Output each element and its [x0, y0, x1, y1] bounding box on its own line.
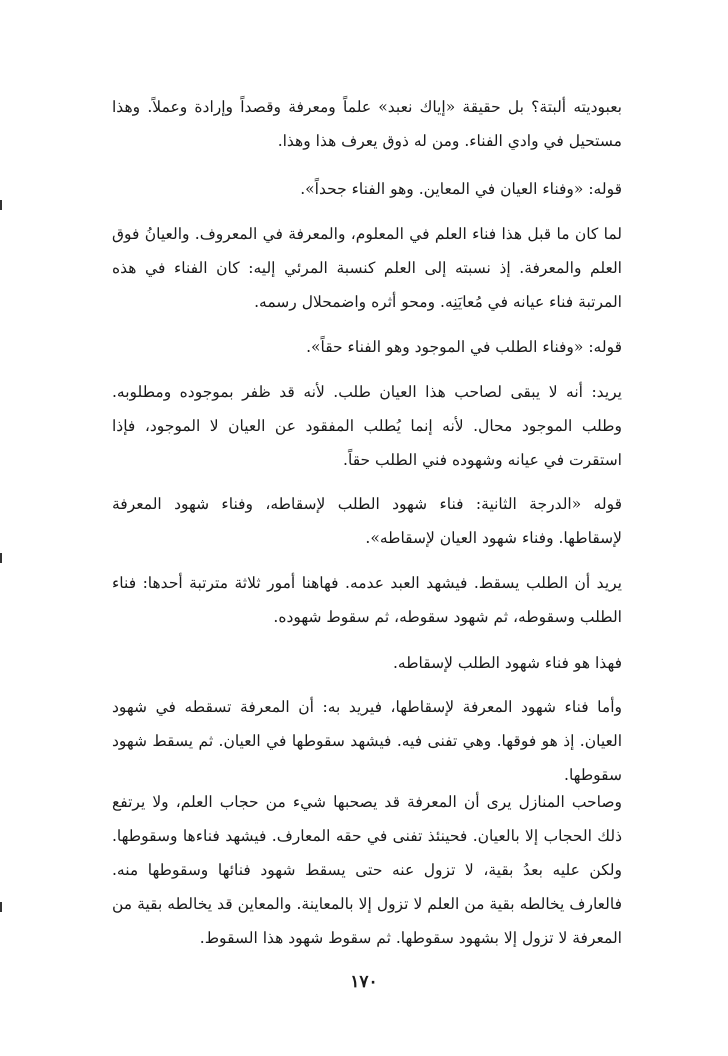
- paragraph-2: قوله: «وفناء العيان في المعاين. وهو الفناء جحداً».: [300, 180, 622, 198]
- paragraph-4: قوله: «وفناء الطلب في الموجود وهو الفناء حقاً».: [306, 338, 622, 356]
- paragraph-6: قوله «الدرجة الثانية: فناء شهود الطلب لإسقاطه، وفناء شهود المعرفة لإسقاطها. وفناء شهود العيان لإسقاطه».: [112, 495, 622, 547]
- paragraph-10: وصاحب المنازل يرى أن المعرفة قد يصحبها شيء من حجاب العلم، ولا يرتفع ذلك الحجاب إلا بالعيان. فحينئذ تفنى في حقه المعارف. فيشهد فناءها وسقوطها. ولكن عليه بعدُ بقية، لا تزول عنه حتى يسقط شهود فنائها وسقوطها منه. فالعارف يخالطه بقية من العلم لا تزول إلا بالمعاينة. والمعاين قد يخالطه بقية من المعرفة لا تزول إلا بشهود سقوطها. ثم سقوط شهود هذا السقوط.: [112, 793, 622, 947]
- scan-edge-mark-3: [0, 902, 2, 912]
- paragraph-9: وأما فناء شهود المعرفة لإسقاطها، فيريد به: أن المعرفة تسقطه في شهود العيان. إذ هو فوقها. وهي تفنى فيه. فيشهد سقوطها في العيان. ثم يسقط شهود سقوطها.: [112, 698, 622, 784]
- scan-edge-mark-2: [0, 553, 2, 563]
- paragraph-3: لما كان ما قبل هذا فناء العلم في المعلوم، والمعرفة في المعروف. والعيانُ فوق العلم والمعرفة. إذ نسبته إلى العلم كنسبة المرئي إليه: كان الفناء في هذه المرتبة فناء عيانه في مُعايَنِه. ومحو أثره واضمحلال رسمه.: [112, 225, 622, 311]
- paragraph-7: يريد أن الطلب يسقط. فيشهد العبد عدمه. فهاهنا أمور ثلاثة مترتبة أحدها: فناء الطلب وسقوطه، ثم شهود سقوطه، ثم سقوط شهوده.: [112, 574, 622, 626]
- paragraph-8: فهذا هو فناء شهود الطلب لإسقاطه.: [392, 654, 622, 672]
- page-number: ١٧٠: [350, 972, 378, 992]
- paragraph-5: يريد: أنه لا يبقى لصاحب هذا العيان طلب. لأنه قد ظفر بموجوده ومطلوبه. وطلب الموجود محال. لأنه إنما يُطلب المفقود عن العيان لا الموجود، فإذا استقرت في عيانه وشهوده فني الطلب حقاً.: [112, 383, 622, 469]
- scan-edge-mark-1: [0, 200, 2, 210]
- paragraph-1: بعبوديته ألبتة؟ بل حقيقة «إياك نعبد» علماً ومعرفة وقصداً وإرادة وعملاً. وهذا مستحيل في وادي الفناء. ومن له ذوق يعرف هذا وهذا.: [112, 98, 622, 150]
